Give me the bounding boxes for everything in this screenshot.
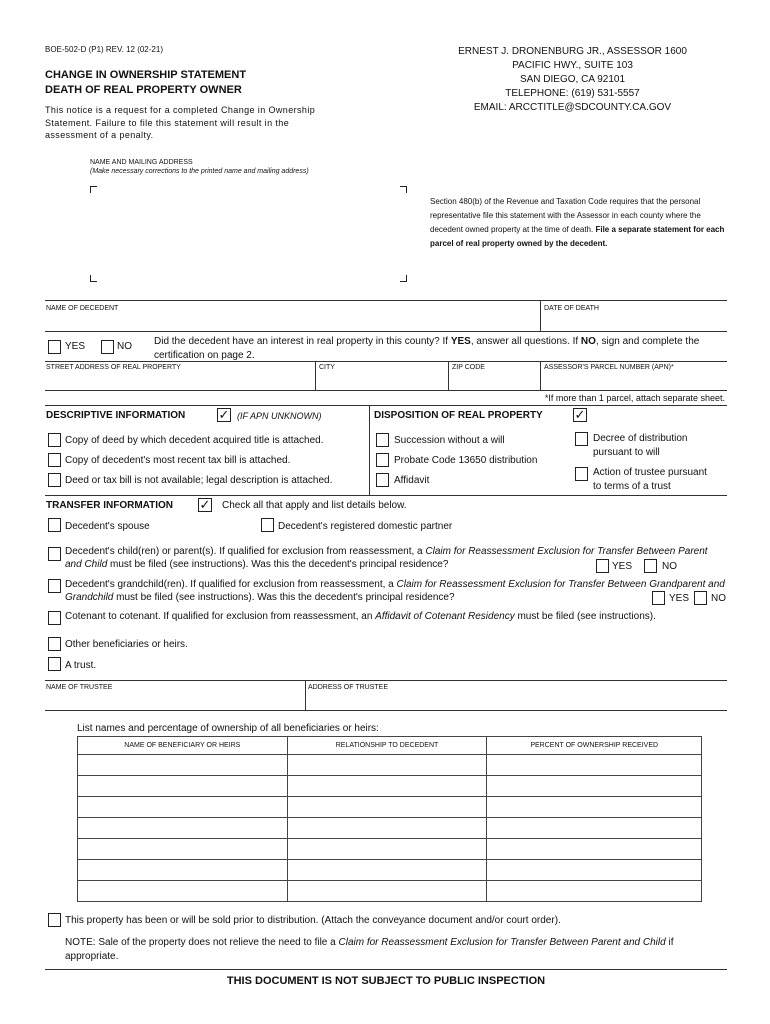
trustee-line: to terms of a trust [593,481,671,492]
interest-yes-bold: YES [450,336,471,347]
relationship-cell[interactable] [287,776,487,797]
zip-code-input[interactable] [452,373,538,387]
child-residence-no-label: NO [662,561,677,572]
note-form-name: Claim for Reassessment Exclusion for Transfer Between Parent and Child [338,937,666,948]
percent-header: PERCENT OF OWNERSHIP RECEIVED [487,737,702,755]
address-of-trustee-label: ADDRESS OF TRUSTEE [308,684,388,691]
assessor-line: PACIFIC HWY., SUITE 103 [512,60,633,71]
beneficiary-name-cell[interactable] [78,755,288,776]
probate-13650-checkbox[interactable] [376,453,389,467]
relationship-cell[interactable] [287,860,487,881]
table-row [78,860,702,881]
table-row [78,818,702,839]
date-of-death-label: DATE OF DEATH [544,305,599,312]
interest-no-bold: NO [580,336,596,347]
percent-cell[interactable] [487,776,702,797]
divider [448,361,449,390]
name-of-trustee-label: NAME OF TRUSTEE [46,684,113,691]
decree-of-distribution-checkbox[interactable] [575,432,588,446]
sale-note [65,936,720,964]
beneficiary-name-cell[interactable] [78,818,288,839]
street-address-input[interactable] [46,373,311,387]
relationship-cell[interactable] [287,755,487,776]
relationship-cell[interactable] [287,881,487,902]
parcel-note: *If more than 1 parcel, attach separate sheet. [544,393,725,403]
child-text: must be filed (see instructions). Was this the decedent's principal residence? [107,559,449,570]
check-icon: ✓ [574,407,586,422]
interest-text: , answer all questions. If [470,336,581,347]
assessor-line: SAN DIEGO, CA 92101 [519,74,626,85]
deed-attached-label: Copy of deed by which decedent acquired title is attached. [65,435,324,446]
beneficiaries-table [77,736,702,902]
penalty-notice: This notice is a request for a completed Change in Ownership Statement. Failure to file this statement will result in the assessment of a penalty. [45,105,316,140]
other-heirs-label: Other beneficiaries or heirs. [65,639,188,650]
apn-unknown-label: (IF APN UNKNOWN) [237,411,322,421]
grand-residence-no-checkbox[interactable] [694,591,707,605]
zip-code-label: ZIP CODE [452,364,485,371]
grand-form-name: Claim for Reassessment Exclusion for Transfer Between Grandparent and Grandchild [65,579,725,603]
divider [45,710,727,711]
table-row [78,797,702,818]
corner-mark [400,186,407,193]
deed-attached-checkbox[interactable] [48,433,61,447]
grand-residence-yes-label: YES [669,593,690,604]
street-address-label: STREET ADDRESS OF REAL PROPERTY [46,364,181,371]
trust-checkbox[interactable] [48,657,61,671]
grand-residence-no-label: NO [711,593,726,604]
grandchild-checkbox[interactable] [48,579,61,593]
beneficiary-name-header: NAME OF BENEFICIARY OR HEIRS [78,737,288,755]
succession-label: Succession without a will [394,435,505,446]
divider [45,361,727,362]
child-residence-yes-checkbox[interactable] [596,559,609,573]
divider [45,495,727,496]
beneficiary-name-cell[interactable] [78,881,288,902]
percent-cell[interactable] [487,818,702,839]
section-480-bold: File a separate statement for each parcel of real property owned by the decedent. [430,225,725,248]
tax-bill-attached-label: Copy of decedent's most recent tax bill is attached. [65,455,291,466]
percent-cell[interactable] [487,860,702,881]
corner-mark [90,275,97,282]
divider [45,390,727,391]
decree-line: Decree of distribution [593,433,688,444]
percent-cell[interactable] [487,797,702,818]
cotenant-label [65,610,685,623]
interest-text: , sign and complete the certification on page 2. [154,336,700,361]
form-code: BOE-502-D (P1) REV. 12 (02-21) [45,45,163,54]
divider [315,361,316,390]
interest-text: Did the decedent have an interest in real property in this county? If [154,336,451,347]
affidavit-checkbox[interactable] [376,473,389,487]
city-input[interactable] [319,373,444,387]
divider [305,680,306,710]
note-text: if appropriate. [65,937,674,962]
relationship-cell[interactable] [287,839,487,860]
divider [540,300,541,331]
public-inspection-notice: THIS DOCUMENT IS NOT SUBJECT TO PUBLIC INSPECTION [226,975,546,987]
table-header-row [78,737,702,755]
other-heirs-checkbox[interactable] [48,637,61,651]
table-row [78,881,702,902]
check-icon: ✓ [218,407,230,422]
domestic-partner-checkbox[interactable] [261,518,274,532]
beneficiary-name-cell[interactable] [78,797,288,818]
beneficiary-name-cell[interactable] [78,839,288,860]
cotenant-text: must be filed (see instructions). [514,611,656,622]
beneficiaries-intro: List names and percentage of ownership of all beneficiaries or heirs: [77,723,379,734]
name-of-decedent-input[interactable] [46,314,536,328]
relationship-cell[interactable] [287,818,487,839]
decree-of-distribution-label [593,432,688,460]
trustee-action-label [593,466,707,494]
mailing-address-sublabel: (Make necessary corrections to the printed name and mailing address) [90,168,309,175]
mailing-address-label: NAME AND MAILING ADDRESS [90,159,193,166]
trust-label: A trust. [65,660,97,671]
interest-question [154,335,719,363]
grand-text: must be filed (see instructions). Was this the decedent's principal residence? [113,592,455,603]
transfer-instruction: Check all that apply and list details below. [222,500,407,511]
section-480-notice [430,195,726,251]
affidavit-label: Affidavit [394,475,430,486]
form-title-line2: DEATH OF REAL PROPERTY OWNER [45,84,242,96]
interest-no-checkbox[interactable] [101,340,114,354]
divider [45,331,727,332]
grand-text: Decedent's grandchild(ren). If qualified for exclusion from reassessment, a [65,579,397,590]
decree-line: pursuant to will [593,447,660,458]
table-row [78,755,702,776]
child-parent-checkbox[interactable] [48,547,61,561]
divider [45,969,727,970]
interest-no-label: NO [117,341,132,352]
assessor-line: ERNEST J. DRONENBURG JR., ASSESSOR 1600 [458,46,687,57]
disposition-heading: DISPOSITION OF REAL PROPERTY [374,410,543,421]
section-480-text: Section 480(b) of the Revenue and Taxation Code requires that the personal representative file this statement with the Assessor in each county where the decedent owned property at the time of death. [430,197,701,234]
beneficiary-name-cell[interactable] [78,860,288,881]
descriptive-heading: DESCRIPTIVE INFORMATION [46,410,186,421]
trustee-action-checkbox[interactable] [575,467,588,481]
legal-description-checkbox[interactable] [48,473,61,487]
apn-input[interactable] [544,373,724,387]
interest-yes-checkbox[interactable] [48,340,61,354]
form-title-line1: CHANGE IN OWNERSHIP STATEMENT [45,69,247,81]
child-text: Decedent's child(ren) or parent(s). If qualified for exclusion from reassessment, a [65,546,426,557]
spouse-checkbox[interactable] [48,518,61,532]
grandchild-label [65,578,725,604]
cotenant-form-name: Affidavit of Cotenant Residency [375,611,515,622]
check-icon: ✓ [199,497,211,512]
succession-checkbox[interactable] [376,433,389,447]
beneficiary-name-cell[interactable] [78,776,288,797]
sold-prior-checkbox[interactable] [48,913,61,927]
table-row [78,776,702,797]
tax-bill-attached-checkbox[interactable] [48,453,61,467]
cotenant-checkbox[interactable] [48,611,61,625]
corner-mark [90,186,97,193]
legal-description-label: Deed or tax bill is not available; legal description is attached. [65,475,333,486]
divider [540,361,541,390]
divider [369,405,370,495]
divider [45,300,727,301]
table-row [78,839,702,860]
percent-cell[interactable] [487,881,702,902]
percent-cell[interactable] [487,839,702,860]
name-of-trustee-input[interactable] [46,693,301,707]
probate-13650-label: Probate Code 13650 distribution [394,455,538,466]
domestic-partner-label: Decedent's registered domestic partner [278,521,453,532]
assessor-address [420,45,725,115]
date-of-death-input[interactable] [544,314,724,328]
relationship-header: RELATIONSHIP TO DECEDENT [287,737,487,755]
sold-prior-label: This property has been or will be sold prior to distribution. (Attach the conveyance document and/or court order). [65,915,561,926]
child-residence-no-checkbox[interactable] [644,559,657,573]
child-residence-yes-label: YES [612,561,633,572]
assessor-email: EMAIL: ARCCTITLE@SDCOUNTY.CA.GOV [473,102,672,113]
relationship-cell[interactable] [287,797,487,818]
interest-yes-label: YES [65,341,86,352]
apn-label: ASSESSOR'S PARCEL NUMBER (APN)* [544,364,674,371]
percent-cell[interactable] [487,755,702,776]
city-label: CITY [319,364,335,371]
grand-residence-yes-checkbox[interactable] [652,591,665,605]
note-text: NOTE: Sale of the property does not relieve the need to file a [65,937,339,948]
trustee-line: Action of trustee pursuant [593,467,707,478]
address-of-trustee-input[interactable] [308,693,723,707]
divider [45,405,727,406]
corner-mark [400,275,407,282]
mailing-address-input[interactable] [98,194,396,272]
divider [45,680,727,681]
name-of-decedent-label: NAME OF DECEDENT [46,305,119,312]
cotenant-text: Cotenant to cotenant. If qualified for exclusion from reassessment, an [65,611,376,622]
transfer-heading: TRANSFER INFORMATION [46,500,174,511]
child-form-name: Claim for Reassessment Exclusion for Transfer Between Parent and Child [65,546,708,570]
assessor-line: TELEPHONE: (619) 531-5557 [505,88,640,99]
spouse-label: Decedent's spouse [65,521,150,532]
